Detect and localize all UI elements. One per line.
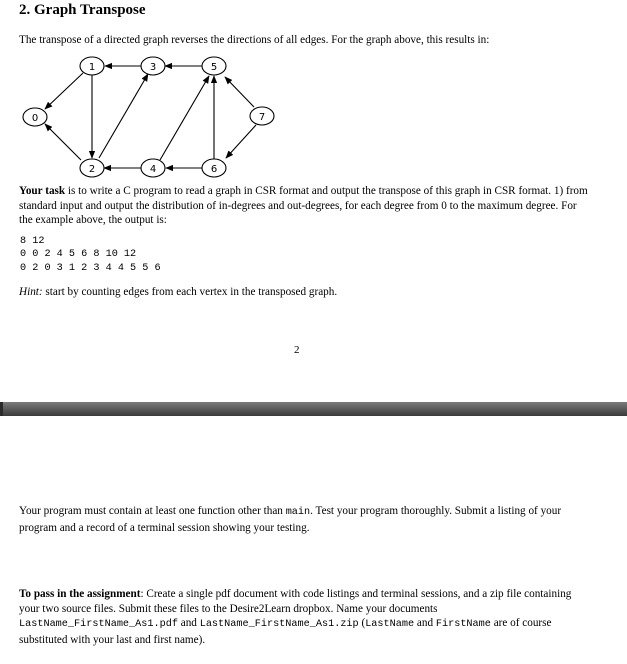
pass-text-3: ( — [358, 617, 366, 630]
svg-text:0: 0 — [31, 113, 39, 124]
edge-1-0 — [45, 73, 83, 109]
svg-text:6: 6 — [210, 164, 218, 175]
edge-7-6 — [226, 125, 256, 158]
code-firstname: FirstName — [435, 619, 491, 631]
program-requirement-paragraph — [19, 504, 589, 535]
hint-text: start by counting edges from each vertex in the transposed graph. — [42, 286, 338, 298]
node-4 — [141, 159, 165, 177]
svg-text:4: 4 — [149, 164, 157, 175]
svg-text:2: 2 — [88, 164, 96, 175]
output-line: 8 12 — [20, 236, 45, 247]
program-req-text: Your program must contain at least one function other than — [19, 505, 286, 517]
hint-paragraph — [19, 285, 589, 300]
node-1 — [80, 57, 104, 75]
section-title: 2. Graph Transpose — [19, 2, 146, 18]
edge-2-0 — [45, 124, 81, 160]
svg-text:5: 5 — [210, 62, 218, 73]
code-pdf-name: LastName_FirstName_As1.pdf — [19, 619, 178, 631]
svg-text:1: 1 — [88, 62, 96, 73]
code-lastname: LastName — [365, 619, 415, 631]
code-zip-name: LastName_FirstName_As1.zip — [199, 619, 359, 631]
page-separator — [0, 402, 627, 416]
svg-text:3: 3 — [149, 62, 157, 73]
page-number: 2 — [294, 344, 300, 356]
output-line: 0 2 0 3 1 2 3 4 4 5 5 6 — [20, 262, 161, 274]
pass-text-2: and — [177, 617, 200, 630]
node-7 — [250, 107, 274, 125]
node-0 — [23, 108, 47, 126]
output-line: 0 0 2 4 5 6 8 10 12 — [20, 249, 137, 261]
svg-text:7: 7 — [258, 112, 266, 123]
node-3 — [141, 57, 165, 75]
pass-text-4: and — [414, 617, 436, 630]
node-6 — [202, 159, 226, 177]
hint-lead: Hint: — [19, 286, 43, 298]
pass-text-1: : Create a single pdf document with code listings and terminal sessions, and a zip file containing your two source files. Submit these files to the Desire2Learn dropbox. Name your documents — [19, 588, 572, 615]
task-text: is to write a C program to read a graph in CSR format and output the transpose of this graph in CSR format. 1) from standard input and output the distribution of in-degrees and out-degrees, for each degree from 0 to the maximum degree. For the example above, the output is: — [19, 185, 588, 227]
edge-7-5 — [225, 77, 254, 107]
task-lead: Your task — [19, 185, 66, 197]
node-5 — [202, 57, 226, 75]
page-separator-edge — [0, 402, 3, 416]
edge-2-3 — [99, 74, 148, 158]
pass-requirement-paragraph — [19, 587, 589, 647]
transposed-graph-diagram — [0, 50, 300, 180]
pass-text-5: are of course substituted with your last and first name). — [19, 617, 552, 646]
edge-4-5 — [160, 76, 209, 160]
code-main: main — [285, 507, 311, 518]
output-block — [20, 235, 161, 275]
intro-paragraph: The transpose of a directed graph reverses the directions of all edges. For the graph above, this results in: — [19, 34, 490, 46]
program-req-text-2: . Test your program thoroughly. Submit a listing of your program and a record of a terminal session showing your testing. — [19, 505, 562, 534]
node-2 — [80, 159, 104, 177]
pass-lead: To pass in the assignment — [19, 588, 141, 600]
task-paragraph — [19, 184, 589, 228]
